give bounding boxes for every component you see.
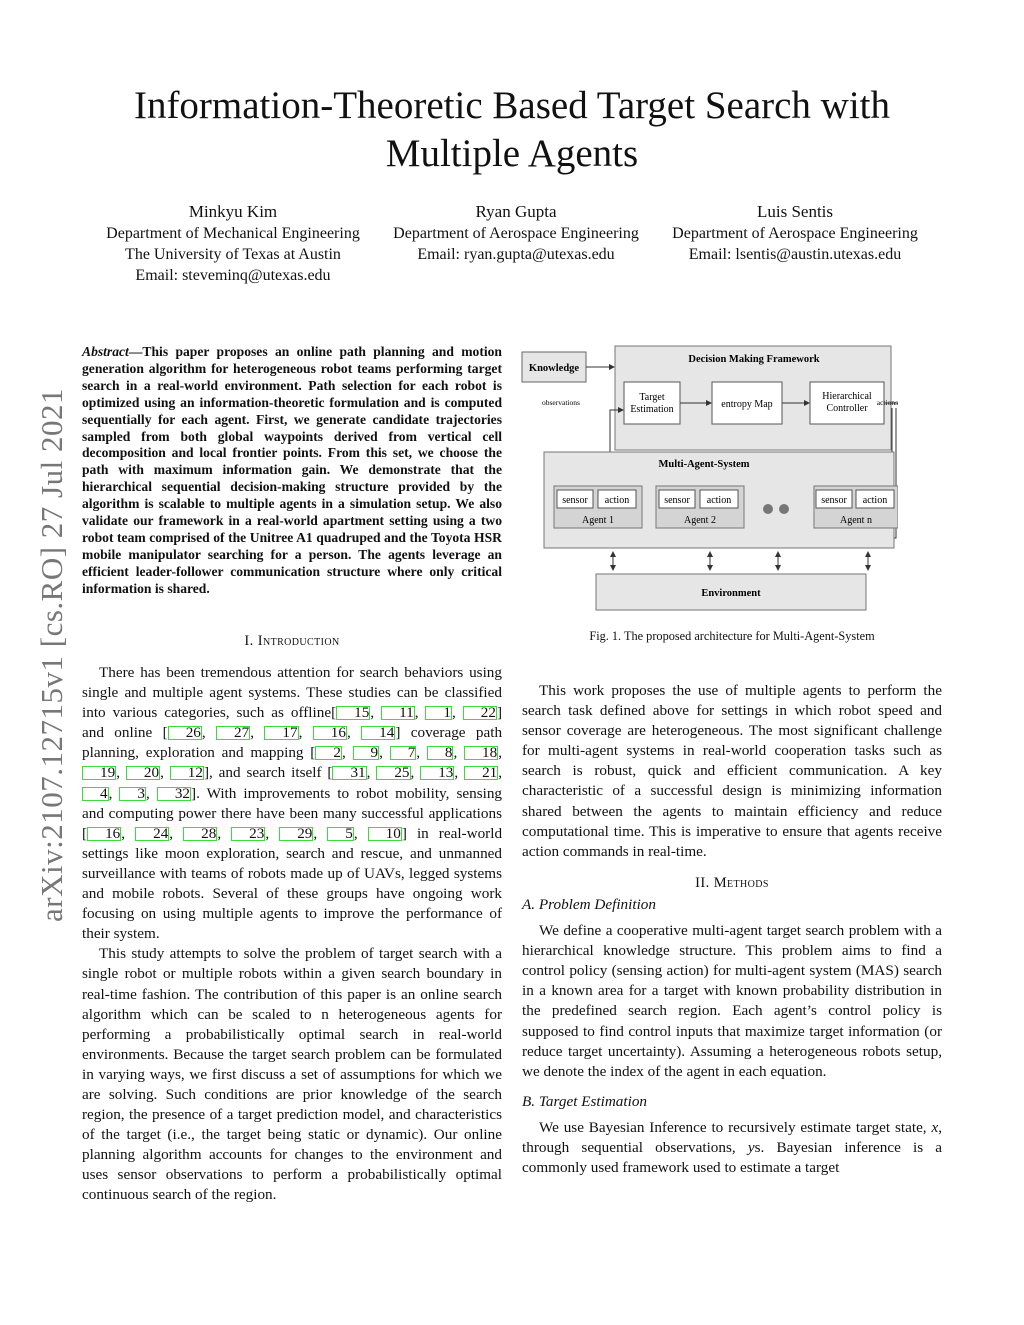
text-run: , and search itself bbox=[209, 764, 328, 782]
citation-link[interactable]: 29 bbox=[279, 827, 313, 841]
citation-link[interactable]: 22 bbox=[463, 706, 497, 720]
section-number: I. bbox=[244, 633, 254, 649]
subsection-target-estimation: B. Target Estimation bbox=[522, 1092, 648, 1110]
author-email: Email: ryan.gupta@utexas.edu bbox=[417, 246, 615, 263]
author-dept: Department of Aerospace Engineering bbox=[672, 225, 918, 242]
intro-paragraph-1 bbox=[82, 663, 502, 944]
figure-caption: Fig. 1. The proposed architecture for Multi-Agent-System bbox=[589, 629, 875, 643]
text-run: in real-world settings like moon exploration, search and rescue, and unmanned surveillance with teams of robots made up of UAVs, legged systems and mobile robots. Several of these groups have ongoing work focusing on using multiple agents to improve the performance of their system. bbox=[82, 824, 503, 943]
dmf-label: Decision Making Framework bbox=[688, 354, 820, 365]
author-block-2 bbox=[366, 201, 666, 265]
citation-link[interactable]: 20 bbox=[126, 766, 160, 780]
citation-link[interactable]: 26 bbox=[168, 726, 202, 740]
citation-link[interactable]: 28 bbox=[183, 827, 217, 841]
citation-link[interactable]: 16 bbox=[87, 827, 121, 841]
author-block-1 bbox=[83, 201, 383, 286]
hier-line2: Controller bbox=[826, 403, 868, 414]
agent-1-action-label: action bbox=[604, 495, 630, 506]
citation-link[interactable]: 9 bbox=[353, 746, 380, 760]
citation-group-3: [ 2, 9, 7, 8, 18, 19, 20, 12] bbox=[82, 744, 502, 781]
paper-title bbox=[0, 82, 1024, 178]
author-name: Luis Sentis bbox=[756, 202, 834, 221]
citation-group-1: [ 15, 11, 1, 22] bbox=[331, 704, 502, 722]
citation-link[interactable]: 8 bbox=[427, 746, 454, 760]
agent-n-action-label: action bbox=[862, 495, 888, 506]
section-title: Introduction bbox=[257, 633, 340, 649]
target-est-line1: Target bbox=[639, 392, 665, 403]
citation-link[interactable]: 27 bbox=[216, 726, 250, 740]
author-institution: The University of Texas at Austin bbox=[125, 246, 341, 263]
actions-label: actions bbox=[876, 398, 898, 407]
hier-line1: Hierarchical bbox=[822, 391, 872, 402]
knowledge-label: Knowledge bbox=[528, 363, 580, 374]
intro-paragraph-2: This study attempts to solve the problem of target search with a single robot or multiple robots within a given search boundary in real-time fashion. The contribution of this paper is an online search algorithm which can be scaled to n heterogeneous agents for performing a probabilistically optimal search in real-world environments. Because the target search problem can be formulated in varying ways, we first discuss a set of assumptions for which we are solving. Such conditions are prior knowledge of the search region, the presence of a target prediction model, and characteristics of the target (i.e., the target being static or dynamic). Our online planning algorithm accounts for changes to the environment and uses sensor observations to perform a probabilistically optimal continuous search of the region. bbox=[82, 945, 502, 1204]
target-est-line2: Estimation bbox=[630, 404, 674, 415]
mas-label: Multi-Agent-System bbox=[658, 459, 750, 470]
agent-1-sensor-label: sensor bbox=[562, 495, 588, 506]
abstract bbox=[82, 344, 502, 598]
abstract-label: Abstract bbox=[82, 344, 129, 359]
citation-link[interactable]: 13 bbox=[420, 766, 454, 780]
figure-architecture bbox=[518, 342, 898, 618]
citation-link[interactable]: 31 bbox=[332, 766, 366, 780]
citation-link[interactable]: 16 bbox=[313, 726, 347, 740]
citation-link[interactable]: 4 bbox=[82, 787, 109, 801]
citation-link[interactable]: 12 bbox=[170, 766, 204, 780]
citation-link[interactable]: 1 bbox=[425, 706, 452, 720]
citation-link[interactable]: 24 bbox=[135, 827, 169, 841]
right-column-body bbox=[522, 681, 942, 1178]
text-run: We use Bayesian Inference to recursively estimate target state, bbox=[539, 1118, 932, 1136]
agent-2-action-label: action bbox=[706, 495, 732, 506]
arxiv-identifier[interactable]: arXiv:2107.12715v1 [cs.RO] 27 Jul 2021 bbox=[34, 388, 69, 922]
text-run: . With improvements to robot mobility, sensing and computing power there have been many successful applications bbox=[82, 784, 503, 822]
citation-link[interactable]: 15 bbox=[336, 706, 370, 720]
agent-1-label: Agent 1 bbox=[582, 515, 614, 526]
author-email: Email: lsentis@austin.utexas.edu bbox=[688, 246, 902, 263]
author-name: Minkyu Kim bbox=[188, 202, 278, 221]
ellipsis-dot bbox=[763, 504, 773, 514]
target-estimation-box bbox=[624, 382, 680, 424]
paragraph-problem-definition: We define a cooperative multi-agent target search problem with a hierarchical knowledge structure. This problem aims to find a control policy (sensing action) for multi-agent system (MAS) search in a known area for a target with known probability distribution in the predefined search region. Each agent’s control policy is supposed to find control inputs that maximize target information (or reduce target uncertainty). Assuming a heterogeneous robots setup, we denote the index of the agent in each equation. bbox=[522, 922, 942, 1080]
citation-link[interactable]: 7 bbox=[390, 746, 417, 760]
text-run: , through sequential observations, bbox=[522, 1118, 942, 1156]
citation-link[interactable]: 2 bbox=[315, 746, 342, 760]
author-email: Email: steveminq@utexas.edu bbox=[135, 267, 331, 284]
citation-link[interactable]: 19 bbox=[82, 766, 116, 780]
citation-link[interactable]: 23 bbox=[231, 827, 265, 841]
section-heading-introduction bbox=[82, 633, 502, 650]
citation-link[interactable]: 18 bbox=[464, 746, 498, 760]
section-heading-methods bbox=[522, 873, 942, 893]
observations-label: observations bbox=[542, 398, 580, 407]
section-number: II. bbox=[695, 874, 710, 891]
agent-n-sensor-label: sensor bbox=[821, 495, 847, 506]
citation-group-2: [ 26, 27, 17, 16, 14] bbox=[162, 724, 401, 742]
citation-link[interactable]: 32 bbox=[157, 787, 191, 801]
text-run: There has been tremendous attention for search behaviors using single and multiple agent systems. These studies can be classified into various categories, such as offline bbox=[82, 664, 502, 722]
author-dept: Department of Aerospace Engineering bbox=[393, 225, 639, 242]
citation-link[interactable]: 17 bbox=[264, 726, 298, 740]
title-line-1: Information-Theoretic Based Target Search with bbox=[133, 84, 891, 127]
citation-link[interactable]: 21 bbox=[464, 766, 498, 780]
citation-link[interactable]: 11 bbox=[381, 706, 415, 720]
citation-link[interactable]: 5 bbox=[327, 827, 354, 841]
citation-link[interactable]: 3 bbox=[119, 787, 146, 801]
text-run: and online bbox=[82, 724, 163, 742]
citation-link[interactable]: 10 bbox=[368, 827, 402, 841]
agent-2-label: Agent 2 bbox=[684, 515, 716, 526]
math-symbol: x bbox=[931, 1118, 939, 1136]
math-symbol: y bbox=[747, 1138, 755, 1156]
environment-label: Environment bbox=[701, 588, 761, 599]
author-block-3 bbox=[645, 201, 945, 265]
entropy-map-label: entropy Map bbox=[721, 399, 773, 410]
agent-n-label: Agent n bbox=[840, 515, 872, 526]
citation-group-5: [ 16, 24, 28, 23, 29, 5, 10] bbox=[82, 824, 407, 842]
ellipsis-dot bbox=[779, 504, 789, 514]
section-title: Methods bbox=[713, 874, 769, 891]
author-name: Ryan Gupta bbox=[475, 202, 557, 221]
text-run: coverage path planning, exploration and mapping bbox=[82, 724, 503, 762]
architecture-diagram bbox=[518, 342, 898, 618]
author-dept: Department of Mechanical Engineering bbox=[106, 225, 360, 242]
paragraph-multi-agent: This work proposes the use of multiple agents to perform the search task defined above for settings in which robot speed and sensor coverage are heterogeneous. The most significant challenge for multi-agent systems in real-world cooperation tasks such as search is robust, quick and efficient communication. A key characteristic of a successful design is minimizing information shared between the agents to maintain efficiency and reduce computational time. This is imperative to ensure that agents receive action commands in real-time. bbox=[522, 682, 942, 860]
paragraph-target-estimation bbox=[522, 1118, 942, 1178]
subsection-problem-definition: A. Problem Definition bbox=[522, 895, 656, 913]
agent-2-sensor-label: sensor bbox=[664, 495, 690, 506]
text-run: s. Bayesian inference is a commonly used framework used to estimate a target bbox=[522, 1138, 943, 1177]
citation-link[interactable]: 25 bbox=[376, 766, 410, 780]
citation-group-4: [ 31, 25, 13, 21, 4, 3, 32] bbox=[82, 764, 502, 801]
abstract-text: —This paper proposes an online path planning and motion generation algorithm for heterogeneous robot teams performing target search in a real-world environment. Path selection for each robot is optimized using an information-theoretic formulation and is computed sequentially for each agent. First, we generate candidate trajectories sampled from both global waypoints derived from vertical cell decomposition and local frontier points. From this set, we choose the path with maximum information gain. We demonstrate that the hierarchical sequential decision-making structure provided by the algorithm is scalable to multiple agents in a simulation setup. We also validate our framework in a real-world apartment setting using a two robot team comprised of the Unitree A1 quadruped and the Toyota HSR mobile manipulator searching for a person. The agents leverage an efficient leader-follower communication structure where only critical information is shared. bbox=[82, 344, 502, 596]
title-line-2: Multiple Agents bbox=[385, 132, 639, 175]
introduction-body bbox=[82, 663, 502, 1206]
citation-link[interactable]: 14 bbox=[361, 726, 395, 740]
